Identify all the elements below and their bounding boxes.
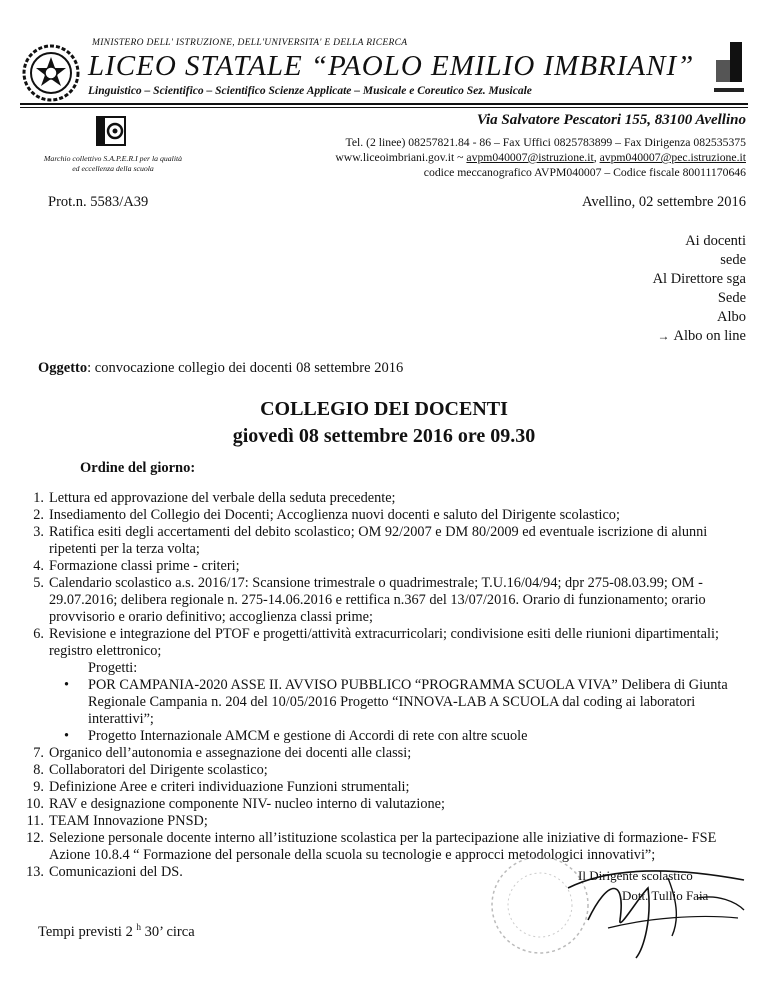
document-subtitle: giovedì 08 settembre 2016 ore 09.30 bbox=[232, 425, 536, 447]
website-link[interactable]: www.liceoimbriani.gov.it bbox=[335, 151, 455, 164]
signer-role: Il Dirigente scolastico bbox=[578, 868, 693, 883]
item-text: Ratifica esiti degli accertamenti del debito scolastico; OM 92/2007 e DM 80/2009 ed eventuale iscrizione di alunni ripetenti per la terza volta; bbox=[49, 524, 708, 557]
item-number: 8. bbox=[33, 762, 44, 778]
estimated-duration bbox=[38, 922, 195, 941]
item-number: 11. bbox=[26, 813, 44, 829]
item-number: 5. bbox=[33, 575, 44, 591]
recipient: Albo on line bbox=[673, 328, 746, 344]
separator: ~ bbox=[457, 151, 467, 164]
list-item bbox=[20, 558, 750, 575]
item-number: 7. bbox=[33, 745, 44, 761]
comma: , bbox=[593, 151, 600, 164]
email-link[interactable]: avpm040007@istruzione.it bbox=[466, 151, 594, 164]
list-item bbox=[20, 796, 750, 813]
agenda-list bbox=[20, 490, 750, 881]
tel-fax-line: Tel. (2 linee) 08257821.84 - 86 – Fax Uffici 0825783899 – Fax Dirigenza 082535375 bbox=[345, 136, 746, 149]
duration-text: Tempi previsti 2 bbox=[38, 923, 137, 940]
list-item bbox=[20, 745, 750, 762]
protocol-number: Prot.n. 5583/A39 bbox=[48, 194, 149, 210]
item-text: TEAM Innovazione PNSD; bbox=[49, 813, 208, 829]
list-item bbox=[20, 813, 750, 830]
list-item bbox=[20, 779, 750, 796]
item-text: Calendario scolastico a.s. 2016/17: Scansione trimestrale o quadrimestrale; T.U.16/04/94; dpr 275-08.03.99; OM - 29.07.2016; delibera regionale n. 275-14.06.2016 e rettifica n.367 del 13/07/2016. Orario di funzionamento; orario provvisorio e orario definitivo; accoglienza classi prime; bbox=[49, 575, 706, 625]
bullet-icon: • bbox=[64, 728, 70, 744]
item-text: Formazione classi prime - criteri; bbox=[49, 558, 240, 574]
signer-name: Dott. Tullio Faia bbox=[622, 888, 709, 903]
item-number: 13. bbox=[26, 864, 44, 880]
recipient: sede bbox=[720, 252, 746, 268]
project-item bbox=[20, 677, 750, 728]
list-item bbox=[20, 626, 750, 660]
item-text: Comunicazioni del DS. bbox=[49, 864, 183, 880]
school-contacts bbox=[335, 135, 746, 180]
project-text: POR CAMPANIA-2020 ASSE II. AVVISO PUBBLICO “PROGRAMMA SCUOLA VIVA” Delibera di Giunta Regionale Campania n. 204 del 10/05/2016 Progetto “INNOVA-LAB A SCUOLA dal coding ai laboratori interattivi”; bbox=[88, 677, 728, 727]
list-item bbox=[20, 762, 750, 779]
quality-logo-icon bbox=[712, 40, 746, 100]
recipient-row bbox=[653, 327, 746, 346]
document-title: COLLEGIO DEI DOCENTI bbox=[260, 398, 508, 420]
item-text: Insediamento del Collegio dei Docenti; Accoglienza nuovi docenti e saluto del Dirigente scolastico; bbox=[49, 507, 620, 523]
item-text: Selezione personale docente interno all’istituzione scolastica per la partecipazione alle iniziative di formazione- FSE Azione 10.8.4 “ Formazione del personale della scuola su tecnologie e approcci metodologici innovativi”; bbox=[49, 830, 717, 863]
projects-label: Progetti: bbox=[88, 660, 138, 676]
header-rule-thin bbox=[20, 107, 748, 108]
item-text: Revisione e integrazione del PTOF e progetti/attività extracurricolari; condivisione esiti delle riunioni dipartimentali; registro elettronico; bbox=[49, 626, 719, 659]
arrow-mark-icon: → bbox=[657, 329, 670, 343]
school-branches: Linguistico – Scientifico – Scientifico Scienze Applicate – Musicale e Coreutico Sez. Musicale bbox=[88, 85, 532, 97]
duration-text: 30’ circa bbox=[140, 923, 195, 940]
marchio-caption: Marchio collettivo S.A.P.E.R.I per la qualità ed eccellenza della scuola bbox=[43, 154, 183, 173]
recipient: Albo bbox=[717, 309, 746, 325]
school-address: Via Salvatore Pescatori 155, 83100 Avellino bbox=[476, 112, 746, 128]
item-number: 9. bbox=[33, 779, 44, 795]
recipients-list bbox=[653, 232, 746, 346]
list-item bbox=[20, 507, 750, 524]
saperi-logo-icon bbox=[94, 114, 128, 148]
header-rule bbox=[20, 103, 748, 105]
school-name: LICEO STATALE “PAOLO EMILIO IMBRIANI” bbox=[88, 50, 695, 82]
list-item bbox=[20, 575, 750, 626]
subject-text: : convocazione collegio dei docenti 08 settembre 2016 bbox=[87, 360, 404, 376]
item-number: 10. bbox=[26, 796, 44, 812]
item-text: Definizione Aree e criteri individuazione Funzioni strumentali; bbox=[49, 779, 410, 795]
bullet-icon: • bbox=[64, 677, 70, 693]
item-number: 1. bbox=[33, 490, 44, 506]
recipient: Ai docenti bbox=[685, 233, 746, 249]
item-text: Lettura ed approvazione del verbale della seduta precedente; bbox=[49, 490, 396, 506]
item-number: 3. bbox=[33, 524, 44, 540]
project-item bbox=[20, 728, 750, 745]
document-date: Avellino, 02 settembre 2016 bbox=[581, 194, 746, 210]
recipient: Sede bbox=[717, 290, 746, 306]
duration-unit: h bbox=[136, 922, 141, 932]
web-email-line bbox=[335, 150, 746, 165]
list-item bbox=[20, 524, 750, 558]
handwritten-signature-icon bbox=[548, 858, 748, 968]
list-item bbox=[20, 490, 750, 507]
agenda-heading: Ordine del giorno: bbox=[80, 460, 196, 476]
recipient: Al Direttore sga bbox=[652, 271, 746, 287]
ministry-line: MINISTERO DELL' ISTRUZIONE, DELL'UNIVERSITA' E DELLA RICERCA bbox=[92, 38, 408, 48]
subject-line bbox=[38, 360, 403, 377]
pec-email-link[interactable]: avpm040007@pec.istruzione.it bbox=[599, 151, 746, 164]
item-text: Collaboratori del Dirigente scolastico; bbox=[49, 762, 268, 778]
republic-emblem-icon bbox=[20, 42, 82, 104]
item-number: 6. bbox=[33, 626, 44, 642]
item-number: 2. bbox=[33, 507, 44, 523]
item-number: 12. bbox=[26, 830, 44, 846]
item-text: Organico dell’autonomia e assegnazione dei docenti alle classi; bbox=[49, 745, 412, 761]
item-text: RAV e designazione componente NIV- nucleo interno di valutazione; bbox=[49, 796, 445, 812]
project-text: Progetto Internazionale AMCM e gestione di Accordi di rete con altre scuole bbox=[88, 728, 528, 744]
codes-line: codice meccanografico AVPM040007 – Codice fiscale 80011170646 bbox=[423, 166, 746, 179]
subject-label: Oggetto bbox=[38, 360, 88, 376]
item-number: 4. bbox=[33, 558, 44, 574]
